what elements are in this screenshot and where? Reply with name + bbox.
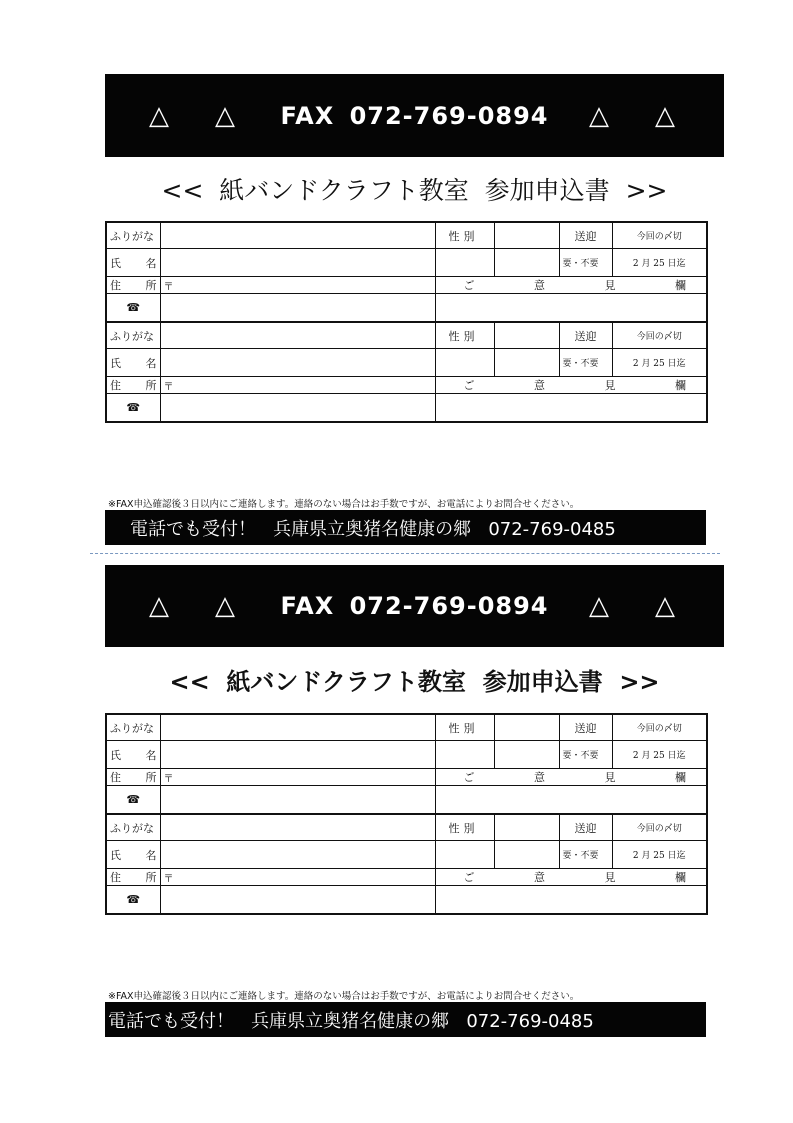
address-label: 住 所 bbox=[106, 277, 160, 294]
address-field[interactable]: 〒 bbox=[160, 377, 435, 394]
deadline-value: 2 月 25 日迄 bbox=[612, 741, 707, 769]
sex-label: 性 別 bbox=[435, 814, 494, 841]
address-field[interactable]: 〒 bbox=[160, 869, 435, 886]
sex-field-extra[interactable] bbox=[494, 349, 559, 377]
comments-field[interactable] bbox=[435, 394, 707, 423]
phone-field[interactable] bbox=[160, 294, 435, 323]
triangle-icon: △ bbox=[655, 100, 675, 131]
triangle-icon: △ bbox=[215, 100, 235, 131]
sex-field-extra[interactable] bbox=[435, 249, 494, 277]
pickup-option[interactable]: 要・不要 bbox=[559, 249, 612, 277]
phone-field[interactable] bbox=[160, 886, 435, 915]
name-label: 氏 名 bbox=[106, 841, 160, 869]
sex-label: 性 別 bbox=[435, 322, 494, 349]
registration-table-bottom bbox=[105, 713, 708, 915]
deadline-value: 2 月 25 日迄 bbox=[612, 349, 707, 377]
pickup-option[interactable]: 要・不要 bbox=[559, 841, 612, 869]
deadline-label: 今回の〆切 bbox=[612, 814, 707, 841]
deadline-value: 2 月 25 日迄 bbox=[612, 841, 707, 869]
triangle-icon: △ bbox=[149, 591, 169, 621]
notice-text-top: ※FAX申込確認後３日以内にご連絡します。連絡のない場合はお手数ですが、お電話によりお問合せください。 bbox=[108, 499, 580, 510]
phone-icon: ☎ bbox=[106, 294, 160, 323]
triangle-icon: △ bbox=[589, 591, 609, 621]
address-label: 住 所 bbox=[106, 377, 160, 394]
deadline-label: 今回の〆切 bbox=[612, 714, 707, 741]
pickup-label: 送迎 bbox=[559, 322, 612, 349]
form-title-top: << 紙バンドクラフト教室 参加申込書 >> bbox=[161, 176, 668, 205]
furigana-label: ふりがな bbox=[106, 222, 160, 249]
sex-field-extra[interactable] bbox=[435, 741, 494, 769]
sex-field-extra[interactable] bbox=[494, 841, 559, 869]
name-field[interactable] bbox=[160, 741, 435, 769]
phone-bar-text: 電話でも受付！ 兵庫県立奥猪名健康の郷 072-769-0485 bbox=[130, 518, 616, 540]
name-field[interactable] bbox=[160, 249, 435, 277]
phone-bar-top bbox=[105, 510, 706, 545]
sex-field-extra[interactable] bbox=[435, 349, 494, 377]
deadline-value: 2 月 25 日迄 bbox=[612, 249, 707, 277]
pickup-option[interactable]: 要・不要 bbox=[559, 741, 612, 769]
form-title-bottom: << 紙バンドクラフト教室 参加申込書 >> bbox=[169, 668, 660, 696]
furigana-field[interactable] bbox=[160, 714, 435, 741]
comments-field[interactable] bbox=[435, 886, 707, 915]
phone-field[interactable] bbox=[160, 786, 435, 815]
deadline-label: 今回の〆切 bbox=[612, 322, 707, 349]
furigana-field[interactable] bbox=[160, 322, 435, 349]
sex-label: 性 別 bbox=[435, 714, 494, 741]
comments-header: ご 意 見 欄 bbox=[435, 277, 707, 294]
name-field[interactable] bbox=[160, 841, 435, 869]
fax-number: FAX 072-769-0894 bbox=[280, 592, 549, 620]
comments-field[interactable] bbox=[435, 294, 707, 323]
triangle-icon: △ bbox=[149, 100, 169, 131]
fax-banner-top bbox=[105, 74, 724, 157]
pickup-label: 送迎 bbox=[559, 222, 612, 249]
address-label: 住 所 bbox=[106, 869, 160, 886]
cut-line bbox=[90, 553, 720, 554]
furigana-label: ふりがな bbox=[106, 714, 160, 741]
triangle-icon: △ bbox=[589, 100, 609, 131]
furigana-field[interactable] bbox=[160, 814, 435, 841]
address-field[interactable]: 〒 bbox=[160, 277, 435, 294]
fax-banner-bottom bbox=[105, 565, 724, 647]
sex-field[interactable] bbox=[494, 814, 559, 841]
sex-field[interactable] bbox=[494, 714, 559, 741]
furigana-label: ふりがな bbox=[106, 814, 160, 841]
address-label: 住 所 bbox=[106, 769, 160, 786]
pickup-label: 送迎 bbox=[559, 814, 612, 841]
sex-field-extra[interactable] bbox=[435, 841, 494, 869]
name-label: 氏 名 bbox=[106, 741, 160, 769]
comments-header: ご 意 見 欄 bbox=[435, 769, 707, 786]
phone-icon: ☎ bbox=[106, 394, 160, 423]
triangle-icon: △ bbox=[655, 591, 675, 621]
deadline-label: 今回の〆切 bbox=[612, 222, 707, 249]
registration-table-top bbox=[105, 221, 708, 423]
notice-text-bottom: ※FAX申込確認後３日以内にご連絡します。連絡のない場合はお手数ですが、お電話によりお問合せください。 bbox=[108, 991, 580, 1002]
furigana-field[interactable] bbox=[160, 222, 435, 249]
comments-header: ご 意 見 欄 bbox=[435, 377, 707, 394]
address-field[interactable]: 〒 bbox=[160, 769, 435, 786]
fax-number: FAX 072-769-0894 bbox=[280, 101, 549, 130]
sex-field[interactable] bbox=[494, 322, 559, 349]
sex-label: 性 別 bbox=[435, 222, 494, 249]
phone-icon: ☎ bbox=[106, 786, 160, 815]
pickup-label: 送迎 bbox=[559, 714, 612, 741]
sex-field[interactable] bbox=[494, 222, 559, 249]
phone-bar-bottom bbox=[105, 1002, 706, 1037]
triangle-icon: △ bbox=[215, 591, 235, 621]
pickup-option[interactable]: 要・不要 bbox=[559, 349, 612, 377]
phone-icon: ☎ bbox=[106, 886, 160, 915]
furigana-label: ふりがな bbox=[106, 322, 160, 349]
sex-field-extra[interactable] bbox=[494, 741, 559, 769]
name-field[interactable] bbox=[160, 349, 435, 377]
name-label: 氏 名 bbox=[106, 249, 160, 277]
sex-field-extra[interactable] bbox=[494, 249, 559, 277]
phone-field[interactable] bbox=[160, 394, 435, 423]
comments-header: ご 意 見 欄 bbox=[435, 869, 707, 886]
comments-field[interactable] bbox=[435, 786, 707, 815]
name-label: 氏 名 bbox=[106, 349, 160, 377]
phone-bar-text: 電話でも受付！ 兵庫県立奥猪名健康の郷 072-769-0485 bbox=[108, 1010, 594, 1032]
